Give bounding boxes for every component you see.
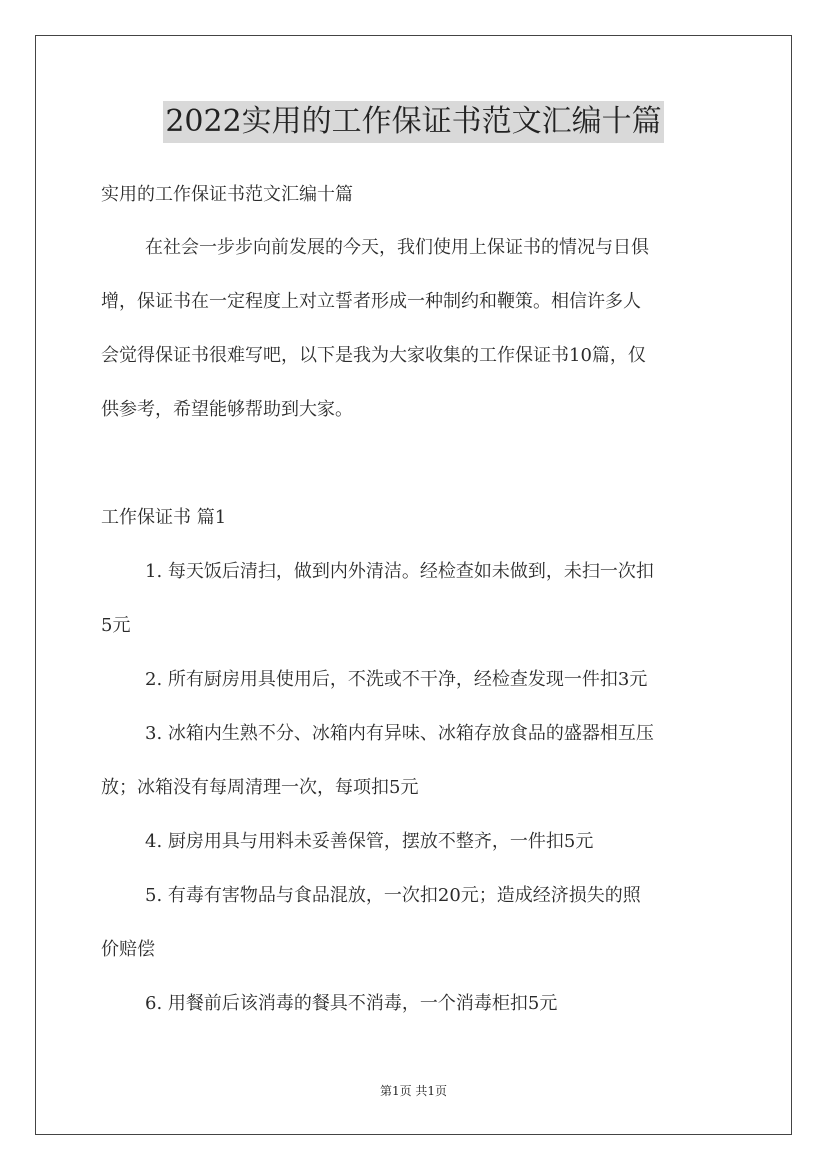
list-item: 4. 厨房用具与用料未妥善保管，摆放不整齐，一件扣5元 [145,831,594,852]
list-item: 1. 每天饭后清扫，做到内外清洁。经检查如未做到，未扫一次扣 [145,561,654,582]
list-item: 2. 所有厨房用具使用后，不洗或不干净，经检查发现一件扣3元 [145,669,648,690]
list-item: 6. 用餐前后该消毒的餐具不消毒，一个消毒柜扣5元 [145,993,558,1014]
intro-line-3: 会觉得保证书很难写吧，以下是我为大家收集的工作保证书10篇，仅 [101,345,646,366]
intro-line-4: 供参考，希望能够帮助到大家。 [101,399,353,420]
section-heading: 工作保证书 篇1 [101,507,227,528]
intro-line-1: 在社会一步步向前发展的今天，我们使用上保证书的情况与日俱 [145,237,649,258]
list-item: 5. 有毒有害物品与食品混放，一次扣20元；造成经济损失的照 [145,885,641,906]
title-container [0,101,827,143]
document-title: 2022实用的工作保证书范文汇编十篇 [163,101,663,143]
page-footer: 第1页 共1页 [379,1084,448,1098]
list-item: 价赔偿 [101,939,155,960]
list-item: 5元 [101,615,131,636]
list-item: 放；冰箱没有每周清理一次，每项扣5元 [101,777,419,798]
subtitle: 实用的工作保证书范文汇编十篇 [101,184,353,205]
intro-line-2: 增，保证书在一定程度上对立誓者形成一种制约和鞭策。相信许多人 [101,291,641,312]
list-item: 3. 冰箱内生熟不分、冰箱内有异味、冰箱存放食品的盛器相互压 [145,723,654,744]
